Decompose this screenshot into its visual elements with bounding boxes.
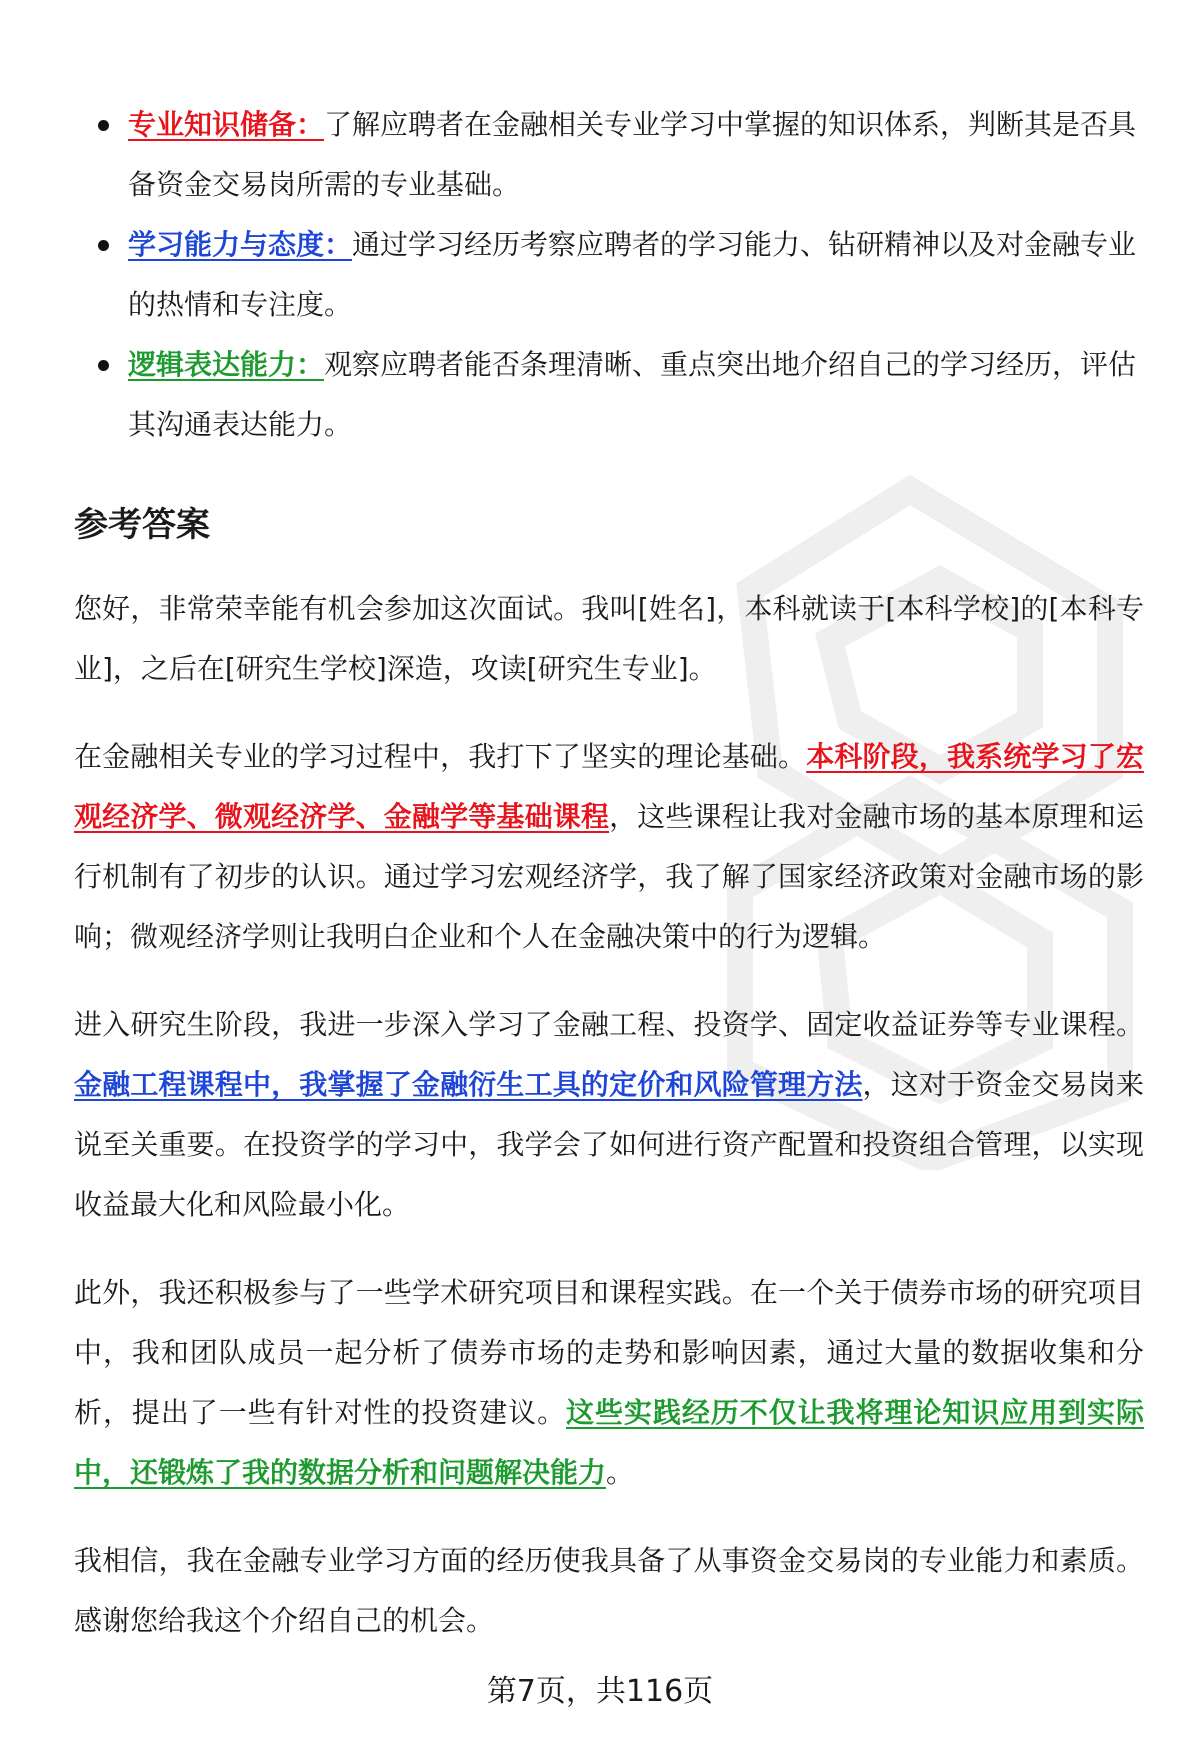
paragraph-text: ，这些课程让我对金融市场的基本原理和运行机制有了初步的认识。通过学习宏观经济学，我了解了国家经济政策对金融市场的影响；微观经济学则让我明白企业和个人在金融决策中的行为逻辑。 — [74, 800, 1144, 953]
criteria-item-knowledge — [74, 95, 1144, 215]
paragraph-highlight: 金融工程课程中，我掌握了金融衍生工具的定价和风险管理方法 — [74, 1068, 863, 1101]
answer-paragraph-1: 您好，非常荣幸能有机会参加这次面试。我叫[姓名]，本科就读于[本科学校]的[本科专业]，之后在[研究生学校]深造，攻读[研究生专业]。 — [74, 592, 1144, 685]
criteria-item-expression — [74, 335, 1144, 455]
bullet-icon — [98, 120, 109, 131]
paragraph-text: 在金融相关专业的学习过程中，我打下了坚实的理论基础。 — [74, 740, 807, 773]
paragraph-text: 此外，我还积极参与了一些学术研究项目和课程实践。在一个关于债券市场的研究项目中，我和团队成员一起分析了债券市场的走势和影响因素，通过大量的数据收集和分析，提出了一些有针对性的投资建议。 — [74, 1276, 1144, 1429]
criteria-item-learning — [74, 215, 1144, 335]
criteria-label: 逻辑表达能力： — [128, 348, 325, 381]
paragraph-highlight: 这些实践经历不仅让我将理论知识应用到实际中，还锻炼了我的数据分析和问题解决能力 — [74, 1396, 1144, 1489]
bullet-icon — [98, 360, 109, 371]
section-title: 参考答案 — [74, 505, 210, 545]
criteria-text: 观察应聘者能否条理清晰、重点突出地介绍自己的学习经历，评估其沟通表达能力。 — [128, 348, 1137, 441]
criteria-label: 专业知识储备： — [128, 108, 325, 141]
criteria-list — [74, 95, 1144, 455]
paragraph-text: 。 — [606, 1456, 635, 1489]
answer-paragraph-2 — [74, 727, 1144, 967]
answer-paragraph-3 — [74, 995, 1144, 1235]
criteria-text: 通过学习经历考察应聘者的学习能力、钻研精神以及对金融专业的热情和专注度。 — [128, 228, 1137, 321]
paragraph-text: 进入研究生阶段，我进一步深入学习了金融工程、投资学、固定收益证券等专业课程。 — [74, 1008, 1144, 1041]
criteria-text: 了解应聘者在金融相关专业学习中掌握的知识体系，判断其是否具备资金交易岗所需的专业基础。 — [128, 108, 1137, 201]
document-content — [74, 95, 1144, 1679]
answer-paragraph-5: 我相信，我在金融专业学习方面的经历使我具备了从事资金交易岗的专业能力和素质。感谢您给我这个介绍自己的机会。 — [74, 1544, 1144, 1637]
criteria-label: 学习能力与态度： — [128, 228, 353, 261]
paragraph-text: ，这对于资金交易岗来说至关重要。在投资学的学习中，我学会了如何进行资产配置和投资组合管理，以实现收益最大化和风险最小化。 — [74, 1068, 1144, 1221]
paragraph-highlight: 本科阶段，我系统学习了宏观经济学、微观经济学、金融学等基础课程 — [74, 740, 1144, 833]
bullet-icon — [98, 240, 109, 251]
answer-paragraph-4 — [74, 1263, 1144, 1503]
page-number: 第7页，共116页 — [486, 1674, 714, 1709]
